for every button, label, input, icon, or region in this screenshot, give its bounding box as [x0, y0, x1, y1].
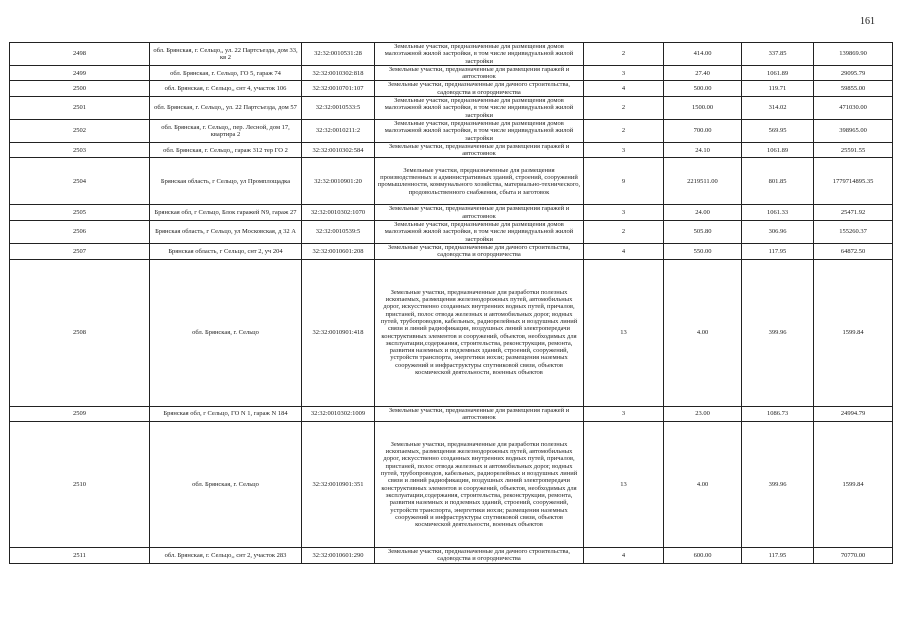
table-row	[10, 119, 893, 142]
row-cadastral-number: 32:32:0010533:5	[302, 97, 375, 120]
row-number: 2505	[10, 205, 150, 221]
row-land-purpose: Земельные участки, предназначенные для разработки полезных ископаемых, размещения железнодорожных путей, автомобильных дорог, искусственно созданных внутренних водных путей, причалов, пристаней, полос отвода железных и автомобильных дорог, водных путей, трубопроводов, кабельных, радиорелейных и воздушных линий связи и линий радиофикации, воздушных линий электропередачи конструктивных элементов и сооружений, объектов, необходимых для эксплуатации,содержания, строительства, реконструкции, ремонта, развития наземных и подземных зданий, строений, сооружений, устройств транспорта, энергетики иохзи; размещения наземных сооружений и инфраструктуры спутниковой связи, объектов космической деятельности, военных объектов	[375, 259, 584, 406]
row-rate: 306.96	[742, 221, 814, 244]
row-land-purpose: Земельные участки, предназначенные для дачного строительства, садоводства и огородничества	[375, 81, 584, 97]
row-address: Брянская обл, г Сельцо, Блок гаражей N9, гараж 27	[150, 205, 302, 221]
row-area: 4.00	[664, 422, 742, 548]
row-land-purpose: Земельные участки, предназначенные для размещения домов малоэтажной жилой застройки, в том числе индивидуальной жилой застройки	[375, 43, 584, 66]
row-group: 2	[584, 119, 664, 142]
row-cadastral-number: 32:32:0010531:28	[302, 43, 375, 66]
row-group: 3	[584, 65, 664, 81]
row-land-purpose: Земельные участки, предназначенные для дачного строительства, садоводства и огородничества	[375, 548, 584, 564]
row-cadastral-number: 32:32:0010901:351	[302, 422, 375, 548]
row-group: 13	[584, 422, 664, 548]
row-land-purpose: Земельные участки, предназначенные для размещения гаражей и автостоянок	[375, 65, 584, 81]
row-address: обл. Брянская, г. Сельцо,, снт 2, участок 283	[150, 548, 302, 564]
row-number: 2508	[10, 259, 150, 406]
row-address: Брянская область, г Сельцо, снт 2, уч 204	[150, 243, 302, 259]
row-number: 2511	[10, 548, 150, 564]
row-land-purpose: Земельные участки, предназначенные для размещения домов малоэтажной жилой застройки, в том числе индивидуальной жилой застройки	[375, 97, 584, 120]
row-address: обл. Брянская, г. Сельцо,, снт 4, участок 106	[150, 81, 302, 97]
row-address: обл. Брянская, г. Сельцо,, ул. 22 Партсъезда, дом 33, кв 2	[150, 43, 302, 66]
table-row	[10, 205, 893, 221]
table-row	[10, 43, 893, 66]
land-registry-table	[9, 42, 893, 564]
row-rate: 1086.73	[742, 406, 814, 422]
row-land-purpose: Земельные участки, предназначенные для разработки полезных ископаемых, размещения железнодорожных путей, автомобильных дорог, искусственно созданных внутренних водных путей, причалов, пристаней, полос отвода железных и автомобильных дорог, водных путей, трубопроводов, кабельных, радиорелейных и воздушных линий связи и линий радиофикации, воздушных линий электропередачи конструктивных элементов и сооружений, объектов, необходимых для эксплуатации,содержания, строительства, реконструкции, ремонта, развития наземных и подземных зданий, строений, сооружений, устройств транспорта, энергетики иохзи; размещения наземных сооружений и инфраструктуры спутниковой связи, объектов космической деятельности, военных объектов	[375, 422, 584, 548]
row-area: 24.00	[664, 205, 742, 221]
row-cadastral-value: 25591.55	[814, 142, 893, 158]
row-cadastral-value: 155260.37	[814, 221, 893, 244]
row-group: 13	[584, 259, 664, 406]
row-rate: 117.95	[742, 548, 814, 564]
row-cadastral-number: 32:32:0010302:1070	[302, 205, 375, 221]
row-cadastral-number: 32:32:0010302:1009	[302, 406, 375, 422]
row-cadastral-value: 64872.50	[814, 243, 893, 259]
row-address: Брянская обл, г Сельцо, ГО N 1, гараж N 184	[150, 406, 302, 422]
row-area: 24.10	[664, 142, 742, 158]
row-number: 2499	[10, 65, 150, 81]
row-area: 500.00	[664, 81, 742, 97]
row-area: 27.40	[664, 65, 742, 81]
table-body	[10, 43, 893, 564]
row-number: 2506	[10, 221, 150, 244]
table-row	[10, 548, 893, 564]
row-cadastral-value: 1599.84	[814, 422, 893, 548]
row-cadastral-value: 24994.79	[814, 406, 893, 422]
row-address: Брянская область, г Сельцо, ул Промплощадка	[150, 158, 302, 205]
row-rate: 117.95	[742, 243, 814, 259]
row-rate: 314.02	[742, 97, 814, 120]
row-cadastral-value: 139869.90	[814, 43, 893, 66]
row-area: 505.80	[664, 221, 742, 244]
row-rate: 399.96	[742, 259, 814, 406]
row-rate: 119.71	[742, 81, 814, 97]
page-number: 161	[860, 16, 875, 27]
row-cadastral-number: 32:32:0010601:290	[302, 548, 375, 564]
row-address: обл. Брянская, г. Сельцо,, гараж 312 тер ГО 2	[150, 142, 302, 158]
row-number: 2507	[10, 243, 150, 259]
row-area: 700.00	[664, 119, 742, 142]
row-land-purpose: Земельные участки, предназначенные для размещения гаражей и автостоянок	[375, 406, 584, 422]
row-number: 2501	[10, 97, 150, 120]
row-land-purpose: Земельные участки, предназначенные для размещения производственных и административных зданий, строений, сооружений промышленности, коммунального хозяйства, материально-технического, продовольственного снабжения, сбыта и заготовок	[375, 158, 584, 205]
row-number: 2502	[10, 119, 150, 142]
row-address: обл. Брянская, г. Сельцо	[150, 422, 302, 548]
table-row	[10, 221, 893, 244]
row-land-purpose: Земельные участки, предназначенные для дачного строительства, садоводства и огородничества	[375, 243, 584, 259]
table-row	[10, 81, 893, 97]
row-cadastral-number: 32:32:0010302:818	[302, 65, 375, 81]
row-area: 4.00	[664, 259, 742, 406]
row-address: Брянская область, г Сельцо, ул Московская, д 32 А	[150, 221, 302, 244]
row-land-purpose: Земельные участки, предназначенные для размещения домов малоэтажной жилой застройки, в том числе индивидуальной жилой застройки	[375, 119, 584, 142]
row-cadastral-number: 32:32:0010901:20	[302, 158, 375, 205]
row-group: 2	[584, 97, 664, 120]
row-group: 3	[584, 406, 664, 422]
row-area: 1500.00	[664, 97, 742, 120]
row-cadastral-value: 471030.00	[814, 97, 893, 120]
row-rate: 399.96	[742, 422, 814, 548]
row-group: 2	[584, 221, 664, 244]
row-cadastral-value: 29095.79	[814, 65, 893, 81]
row-cadastral-value: 59855.00	[814, 81, 893, 97]
row-rate: 1061.33	[742, 205, 814, 221]
row-number: 2503	[10, 142, 150, 158]
row-cadastral-number: 32:32:0010901:418	[302, 259, 375, 406]
table-row	[10, 97, 893, 120]
row-group: 9	[584, 158, 664, 205]
row-area: 2219511.00	[664, 158, 742, 205]
row-cadastral-number: 32:32:0010701:107	[302, 81, 375, 97]
row-cadastral-value: 25471.92	[814, 205, 893, 221]
row-land-purpose: Земельные участки, предназначенные для размещения гаражей и автостоянок	[375, 142, 584, 158]
row-number: 2498	[10, 43, 150, 66]
row-address: обл. Брянская, г. Сельцо	[150, 259, 302, 406]
row-cadastral-number: 32:32:0010539:5	[302, 221, 375, 244]
row-cadastral-number: 32:32:0010601:208	[302, 243, 375, 259]
row-group: 3	[584, 205, 664, 221]
row-land-purpose: Земельные участки, предназначенные для размещения домов малоэтажной жилой застройки, в том числе индивидуальной жилой застройки	[375, 221, 584, 244]
row-number: 2504	[10, 158, 150, 205]
row-land-purpose: Земельные участки, предназначенные для размещения гаражей и автостоянок	[375, 205, 584, 221]
row-address: обл. Брянская, г. Сельцо, ГО 5, гараж 74	[150, 65, 302, 81]
table-row	[10, 422, 893, 548]
row-area: 414.00	[664, 43, 742, 66]
row-rate: 1061.89	[742, 65, 814, 81]
row-group: 4	[584, 243, 664, 259]
row-group: 3	[584, 142, 664, 158]
row-rate: 337.85	[742, 43, 814, 66]
table-row	[10, 406, 893, 422]
table-row	[10, 243, 893, 259]
row-cadastral-value: 1779714895.35	[814, 158, 893, 205]
row-group: 4	[584, 548, 664, 564]
row-rate: 569.95	[742, 119, 814, 142]
row-address: обл. Брянская, г. Сельцо,, ул. 22 Партсъезда, дом 57	[150, 97, 302, 120]
row-cadastral-number: 32:32:0010211:2	[302, 119, 375, 142]
row-cadastral-value: 70770.00	[814, 548, 893, 564]
row-cadastral-number: 32:32:0010302:584	[302, 142, 375, 158]
row-rate: 801.85	[742, 158, 814, 205]
row-group: 4	[584, 81, 664, 97]
row-area: 600.00	[664, 548, 742, 564]
table-row	[10, 65, 893, 81]
row-address: обл. Брянская, г. Сельцо,, пер. Лесной, дом 17, квартира 2	[150, 119, 302, 142]
row-cadastral-value: 1599.84	[814, 259, 893, 406]
table-row	[10, 158, 893, 205]
row-area: 550.00	[664, 243, 742, 259]
row-number: 2500	[10, 81, 150, 97]
row-rate: 1061.89	[742, 142, 814, 158]
table-row	[10, 142, 893, 158]
row-area: 23.00	[664, 406, 742, 422]
row-number: 2509	[10, 406, 150, 422]
row-group: 2	[584, 43, 664, 66]
table-row	[10, 259, 893, 406]
row-number: 2510	[10, 422, 150, 548]
row-cadastral-value: 398965.00	[814, 119, 893, 142]
